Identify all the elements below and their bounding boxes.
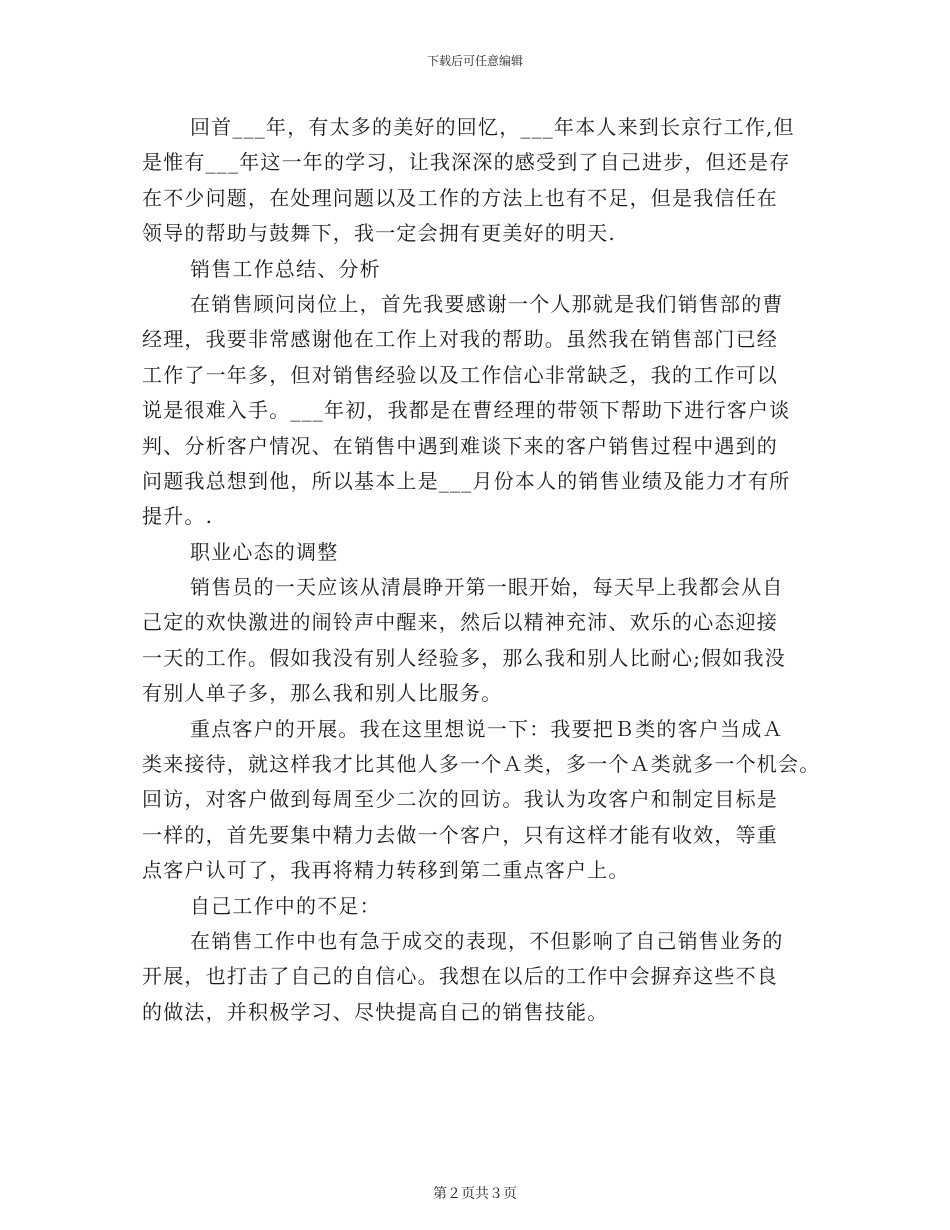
text-line: 在销售工作中也有急于成交的表现，不但影响了自己销售业务的 (190, 928, 784, 953)
text-line: 工作了一年多，但对销售经验以及工作信心非常缺乏，我的工作可以 (142, 362, 778, 387)
document-body (0, 110, 950, 1030)
text-line: 回访，对客户做到每周至少二次的回访。我认为攻客户和制定目标是 (142, 787, 778, 812)
text-line: 提升。. (142, 504, 214, 529)
text-line: 一样的，首先要集中精力去做一个客户，只有这样才能有收效，等重 (142, 822, 778, 847)
text-line: 问题我总想到他，所以基本上是___月份本人的销售业绩及能力才有所 (142, 468, 791, 493)
text-line: 有别人单子多，那么我和别人比服务。 (142, 681, 503, 706)
page-header: 下载后可任意编辑 (426, 54, 523, 68)
text-line: 回首___年，有太多的美好的回忆，___年本人来到长京行工作,但 (190, 115, 795, 139)
text-line: 经理，我要非常感谢他在工作上对我的帮助。虽然我在销售部门已经 (142, 327, 778, 352)
text-line: 类来接待，就这样我才比其他人多一个Ａ类，多一个Ａ类就多一个机会。 (142, 752, 821, 777)
text-line: 销售员的一天应该从清晨睁开第一眼开始，每天早上我都会从自 (190, 575, 784, 600)
text-line: 在销售顾问岗位上，首先我要感谢一个人那就是我们销售部的曹 (190, 291, 784, 316)
text-line: 是惟有___年这一年的学习，让我深深的感受到了自己进步，但还是存 (142, 150, 791, 175)
text-line: 一天的工作。假如我没有别人经验多，那么我和别人比耐心;假如我没 (142, 645, 786, 670)
page-footer: 第２页共３页 (433, 1186, 517, 1202)
text-line: 开展，也打击了自己的自信心。我想在以后的工作中会摒弃这些不良 (142, 964, 778, 989)
text-line: 销售工作总结、分析 (190, 256, 381, 281)
text-line: 点客户认可了，我再将精力转移到第二重点客户上。 (142, 858, 630, 883)
text-line: 自己工作中的不足： (190, 893, 381, 918)
text-line: 说是很难入手。___年初，我都是在曹经理的带领下帮助下进行客户谈 (142, 398, 791, 423)
text-line: 己定的欢快激进的闹铃声中醒来，然后以精神充沛、欢乐的心态迎接 (142, 610, 778, 635)
text-line: 职业心态的调整 (190, 539, 339, 564)
text-line: 的做法，并积极学习、尽快提高自己的销售技能。 (142, 999, 609, 1024)
text-line: 重点客户的开展。我在这里想说一下：我要把Ｂ类的客户当成Ａ (190, 716, 784, 741)
text-line: 判、分析客户情况、在销售中遇到难谈下来的客户销售过程中遇到的 (142, 433, 778, 458)
text-line: 领导的帮助与鼓舞下，我一定会拥有更美好的明天. (142, 221, 616, 246)
text-line: 在不少问题，在处理问题以及工作的方法上也有不足，但是我信任在 (142, 185, 778, 210)
